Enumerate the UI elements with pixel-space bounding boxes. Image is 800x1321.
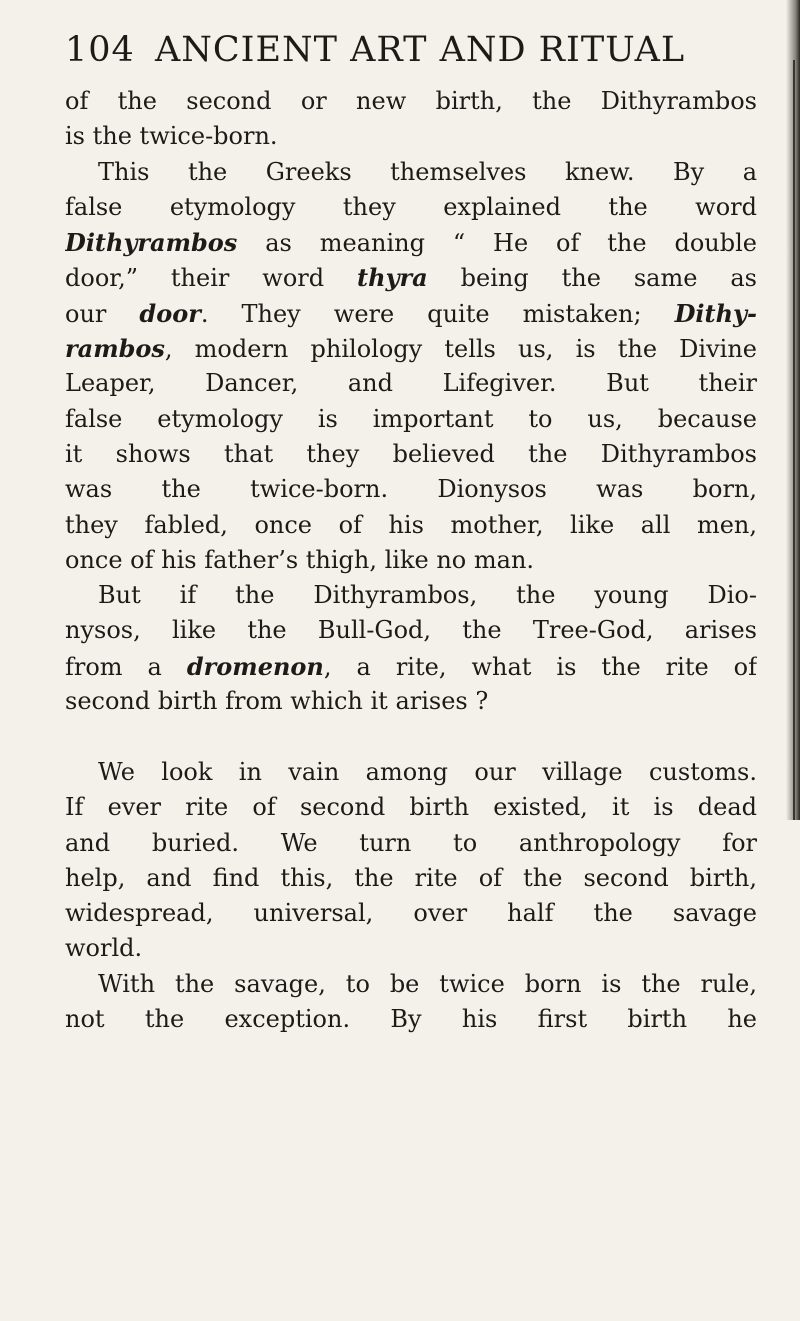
text-line: and buried. We turn to anthropology for xyxy=(65,828,757,857)
text-line: it shows that they believed the Dithyrambos xyxy=(65,439,757,468)
page-edge-line xyxy=(793,60,795,820)
text-line: of the second or new birth, the Dithyrambos xyxy=(65,87,757,115)
text-line: from a dromenon, a rite, what is the rite of xyxy=(65,651,757,681)
text-line: We look in vain among our village customs. xyxy=(98,757,757,786)
text-line: This the Greeks themselves knew. By a xyxy=(98,157,757,186)
text-line: door,” their word thyra being the same as xyxy=(65,263,757,293)
text-line: With the savage, to be twice born is the rule, xyxy=(98,969,757,998)
text-line: help, and find this, the rite of the second birth, xyxy=(65,863,757,892)
text-line: was the twice-born. Dionysos was born, xyxy=(65,475,757,504)
text-line: But if the Dithyrambos, the young Dio- xyxy=(98,581,757,610)
text-line: If ever rite of second birth existed, it is dead xyxy=(65,793,757,822)
text-line: is the twice-born. xyxy=(65,122,278,151)
text-line: nysos, like the Bull-God, the Tree-God, arises xyxy=(65,616,757,645)
text-line: Leaper, Dancer, and Lifegiver. But their xyxy=(65,369,757,398)
text-line: rambos, modern philology tells us, is the Divine xyxy=(65,334,757,364)
text-line: false etymology is important to us, because xyxy=(65,404,757,433)
text-line: widespread, universal, over half the savage xyxy=(65,899,757,928)
page-number: 104 xyxy=(65,30,135,70)
text-line: second birth from which it arises ? xyxy=(65,687,489,716)
text-line: not the exception. By his first birth he xyxy=(65,1005,757,1034)
running-title: ANCIENT ART AND RITUAL xyxy=(154,30,686,70)
text-line: false etymology they explained the word xyxy=(65,192,757,221)
text-line: they fabled, once of his mother, like all men, xyxy=(65,510,757,539)
text-line: world. xyxy=(65,934,143,963)
body-text xyxy=(65,84,757,1037)
running-header xyxy=(65,30,685,70)
text-line: our door. They were quite mistaken; Dithy- xyxy=(65,298,757,328)
text-line: once of his father’s thigh, like no man. xyxy=(65,545,535,574)
text-line: Dithyrambos as meaning “ He of the double xyxy=(65,228,757,258)
paragraph-gap xyxy=(65,719,757,755)
